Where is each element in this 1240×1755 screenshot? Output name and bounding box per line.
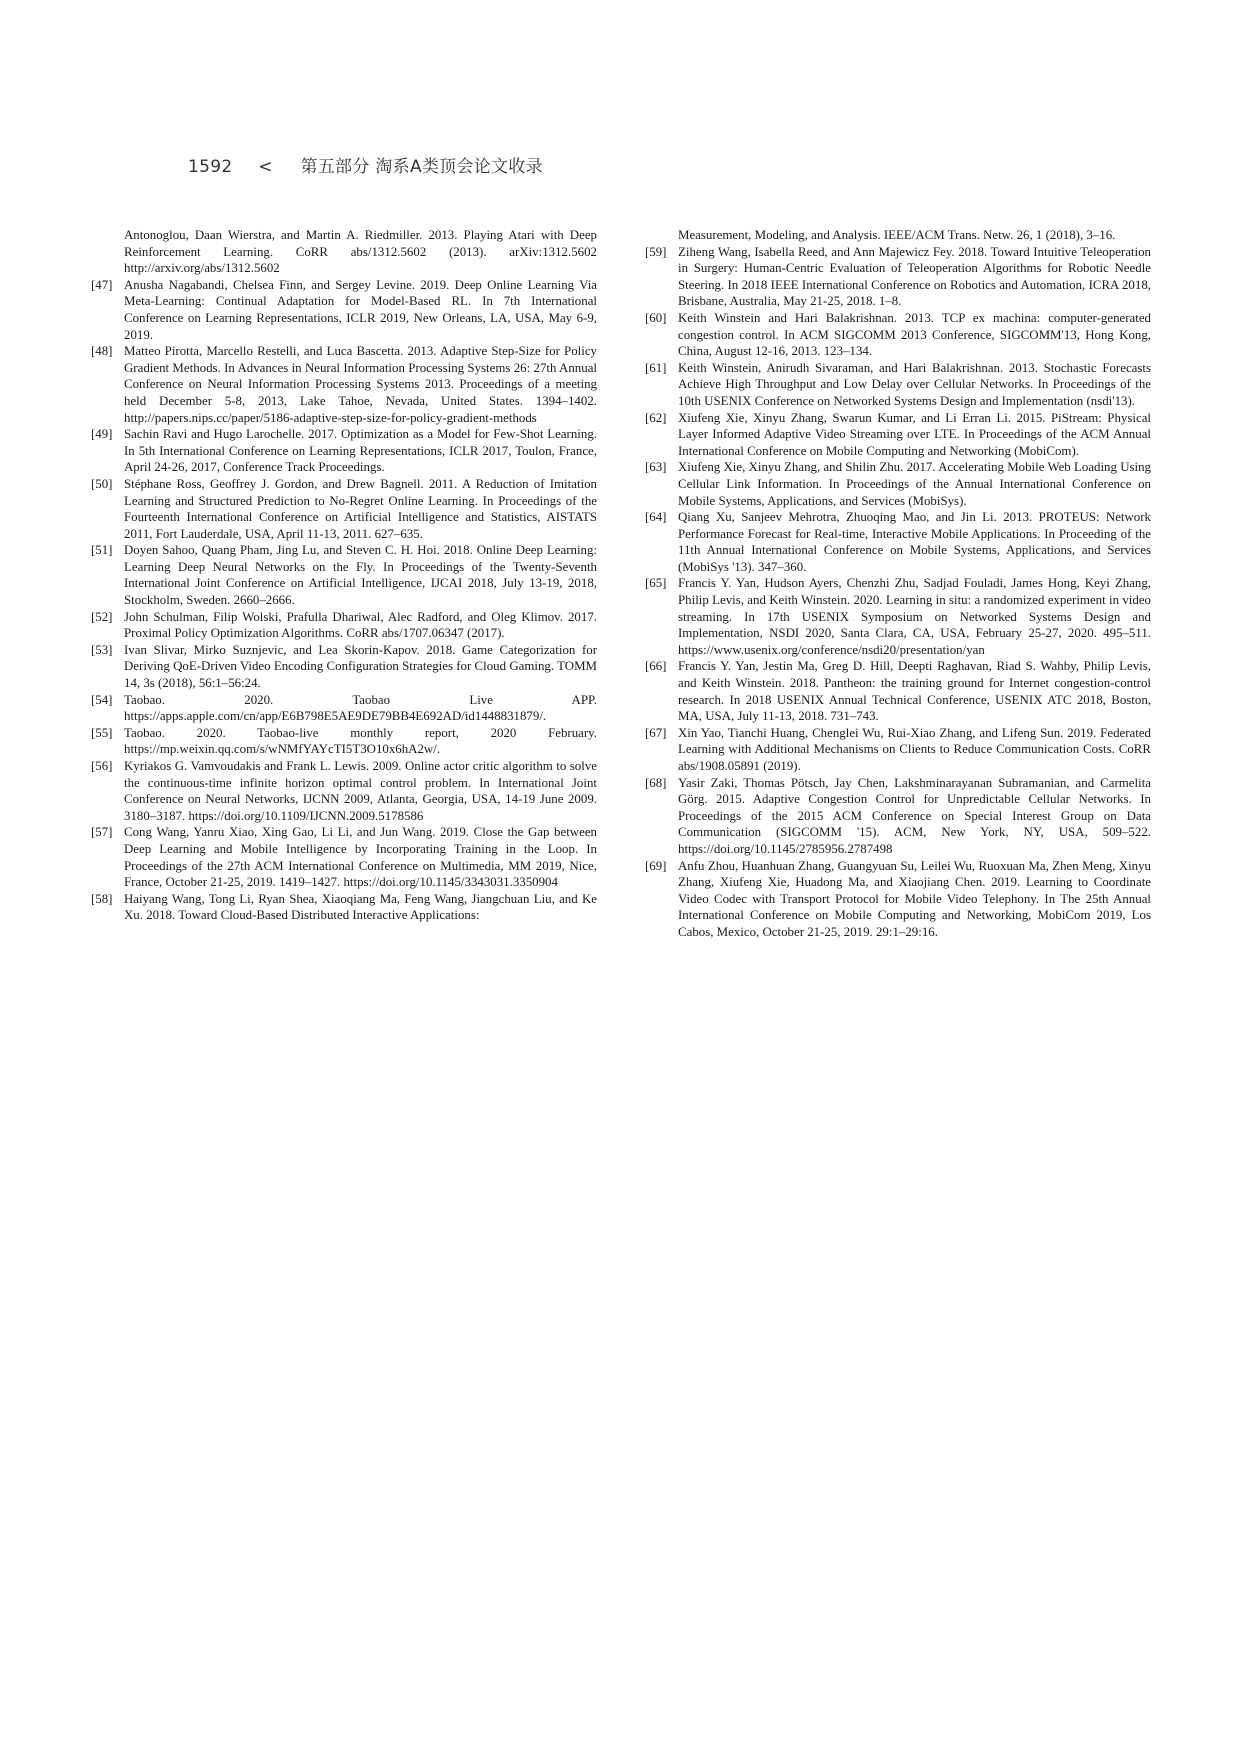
reference-entry (91, 542, 597, 608)
reference-number: [63] (645, 460, 667, 475)
reference-text: Anfu Zhou, Huanhuan Zhang, Guangyuan Su, Leilei Wu, Ruoxuan Ma, Zhen Meng, Xinyu Zhang, Xiufeng Xie, Huadong Ma, and Xiaojiang Chen. 2019. Learning to Coordinate Video Codec with Transport Protocol for Mobile Video Telephony. In The 25th Annual International Conference on Mobile Computing and Networking, MobiCom 2019, Los Cabos, Mexico, October 21-25, 2019. 29:1–29:16. (678, 858, 1151, 939)
reference-number: [50] (91, 476, 113, 491)
reference-text: Ziheng Wang, Isabella Reed, and Ann Majewicz Fey. 2018. Toward Intuitive Teleoperation in Surgery: Human-Centric Evaluation of Teleoperation Algorithms for Robotic Needle Steering. In 2018 IEEE International Conference on Robotics and Automation, ICRA 2018, Brisbane, Australia, May 21-25, 2018. 1–8. (678, 244, 1151, 309)
reference-text: Cong Wang, Yanru Xiao, Xing Gao, Li Li, and Jun Wang. 2019. Close the Gap between Deep Learning and Mobile Intelligence by Incorporating Training in the Loop. In Proceedings of the 27th ACM International Conference on Multimedia, MM 2019, Nice, France, October 21-25, 2019. 1419–1427. https://doi.org/10.1145/3343031.3350904 (124, 825, 597, 890)
reference-entry (645, 509, 1151, 575)
reference-text: Doyen Sahoo, Quang Pham, Jing Lu, and Steven C. H. Hoi. 2018. Online Deep Learning: Learning Deep Neural Networks on the Fly. In Proceedings of the Twenty-Seventh International Joint Conference on Artificial Intelligence, IJCAI 2018, July 13-19, 2018, Stockholm, Sweden. 2660–2666. (124, 543, 597, 608)
reference-entry (91, 758, 597, 824)
reference-number: [49] (91, 427, 113, 442)
reference-entry (91, 227, 597, 277)
reference-entry (645, 410, 1151, 460)
reference-number: [68] (645, 775, 667, 790)
reference-number: [58] (91, 891, 113, 906)
running-title: 第五部分 淘系A类顶会论文收录 (300, 157, 543, 177)
page-number: 1592 (188, 157, 233, 177)
reference-text: Ivan Slivar, Mirko Suznjevic, and Lea Skorin-Kapov. 2018. Game Categorization for Deriving QoE-Driven Video Encoding Configuration Strategies for Cloud Gaming. TOMM 14, 3s (2018), 56:1–56:24. (124, 642, 597, 691)
reference-number: [51] (91, 543, 113, 558)
reference-text: Keith Winstein and Hari Balakrishnan. 2013. TCP ex machina: computer-generated congestion control. In ACM SIGCOMM 2013 Conference, SIGCOMM'13, Hong Kong, China, August 12-16, 2013. 123–134. (678, 310, 1151, 359)
reference-text: Measurement, Modeling, and Analysis. IEEE/ACM Trans. Netw. 26, 1 (2018), 3–16. (678, 228, 1116, 242)
reference-entry (645, 360, 1151, 410)
reference-text: Anusha Nagabandi, Chelsea Finn, and Sergey Levine. 2019. Deep Online Learning Via Meta-Learning: Continual Adaptation for Model-Based RL. In 7th International Conference on Learning Representations, ICLR 2019, New Orleans, LA, USA, May 6-9, 2019. (124, 277, 597, 342)
reference-entry (91, 824, 597, 890)
reference-text: Antonoglou, Daan Wierstra, and Martin A. Riedmiller. 2013. Playing Atari with Deep Reinforcement Learning. CoRR abs/1312.5602 (2013). arXiv:1312.5602 http://arxiv.org/abs/1312.5602 (124, 228, 597, 276)
reference-number: [60] (645, 310, 667, 325)
header-separator: < (258, 157, 273, 177)
reference-text: Keith Winstein, Anirudh Sivaraman, and Hari Balakrishnan. 2013. Stochastic Forecasts Achieve High Throughput and Low Delay over Cellular Networks. In Proceedings of the 10th USENIX Conference on Networked Systems Design and Implementation (nsdi'13). (678, 360, 1151, 408)
reference-number: [47] (91, 277, 113, 292)
reference-entry (645, 244, 1151, 310)
reference-number: [62] (645, 410, 667, 425)
reference-text: Xiufeng Xie, Xinyu Zhang, Swarun Kumar, and Li Erran Li. 2015. PiStream: Physical Layer Informed Adaptive Video Streaming over LTE. In Proceedings of the ACM Annual International Conference on Mobile Computing and Networking (MobiCom). (678, 410, 1151, 458)
reference-text: Taobao. 2020. Taobao Live APP. https://apps.apple.com/cn/app/E6B798E5AE9DE79BB4E692AD/id1448831879/. (124, 692, 597, 724)
reference-text: Qiang Xu, Sanjeev Mehrotra, Zhuoqing Mao, and Jin Li. 2013. PROTEUS: Network Performance Forecast for Real-time, Interactive Mobile Applications. In Proceeding of the 11th Annual International Conference on Mobile Systems, Applications, and Services (MobiSys '13). 347–360. (678, 510, 1151, 574)
reference-text: Stéphane Ross, Geoffrey J. Gordon, and Drew Bagnell. 2011. A Reduction of Imitation Learning and Structured Prediction to No-Regret Online Learning. In Proceedings of the Fourteenth International Conference on Artificial Intelligence and Statistics, AISTATS 2011, Fort Lauderdale, USA, April 11-13, 2011. 627–635. (124, 476, 597, 541)
reference-text: Xin Yao, Tianchi Huang, Chenglei Wu, Rui-Xiao Zhang, and Lifeng Sun. 2019. Federated Learning with Additional Mechanisms on Clients to Reduce Communication Costs. CoRR abs/1908.05891 (2019). (678, 725, 1151, 773)
reference-entry (645, 575, 1151, 658)
reference-entry (645, 459, 1151, 509)
reference-entry (91, 277, 597, 343)
reference-entry (91, 692, 597, 725)
reference-text: John Schulman, Filip Wolski, Prafulla Dhariwal, Alec Radford, and Oleg Klimov. 2017. Proximal Policy Optimization Algorithms. CoRR abs/1707.06347 (2017). (124, 609, 597, 641)
reference-entry (645, 775, 1151, 858)
reference-number: [53] (91, 642, 113, 657)
reference-text: Haiyang Wang, Tong Li, Ryan Shea, Xiaoqiang Ma, Feng Wang, Jiangchuan Liu, and Ke Xu. 2018. Toward Cloud-Based Distributed Interactive Applications: (124, 891, 597, 923)
reference-entry (91, 891, 597, 924)
reference-text: Francis Y. Yan, Hudson Ayers, Chenzhi Zhu, Sadjad Fouladi, James Hong, Keyi Zhang, Philip Levis, and Keith Winstein. 2020. Learning in situ: a randomized experiment in video streaming. In 17th USENIX Symposium on Networked Systems Design and Implementation, NSDI 2020, Santa Clara, CA, USA, February 25-27, 2020. 495–511. https://www.usenix.org/conference/nsdi20/presentation/yan (678, 576, 1151, 657)
reference-entry (645, 858, 1151, 941)
page-header (188, 152, 543, 177)
reference-entry (91, 476, 597, 542)
reference-entry (645, 227, 1151, 244)
reference-text: Francis Y. Yan, Jestin Ma, Greg D. Hill, Deepti Raghavan, Riad S. Wahby, Philip Levis, and Keith Winstein. 2018. Pantheon: the training ground for Internet congestion-control research. In 2018 USENIX Annual Technical Conference, USENIX ATC 2018, Boston, MA, USA, July 11-13, 2018. 731–743. (678, 659, 1151, 724)
reference-number: [48] (91, 344, 113, 359)
reference-entry (91, 609, 597, 642)
references-left-column (91, 227, 597, 924)
reference-number: [64] (645, 510, 667, 525)
reference-text: Matteo Pirotta, Marcello Restelli, and Luca Bascetta. 2013. Adaptive Step-Size for Policy Gradient Methods. In Advances in Neural Information Processing Systems 26: 27th Annual Conference on Neural Information Processing Systems 2013. Proceedings of a meeting held December 5-8, 2013, Lake Tahoe, Nevada, United States. 1394–1402. http://papers.nips.cc/paper/5186-adaptive-step-size-for-policy-gradient-methods (124, 344, 597, 425)
reference-entry (91, 343, 597, 426)
reference-number: [52] (91, 609, 113, 624)
reference-text: Sachin Ravi and Hugo Larochelle. 2017. Optimization as a Model for Few-Shot Learning. In 5th International Conference on Learning Representations, ICLR 2017, Toulon, France, April 24-26, 2017, Conference Track Proceedings. (124, 427, 597, 475)
reference-text: Taobao. 2020. Taobao-live monthly report, 2020 February. https://mp.weixin.qq.com/s/wNMfYAYcTI5T3O10x6hA2w/. (124, 725, 597, 757)
reference-number: [59] (645, 244, 667, 259)
reference-text: Kyriakos G. Vamvoudakis and Frank L. Lewis. 2009. Online actor critic algorithm to solve the continuous-time infinite horizon optimal control problem. In International Joint Conference on Neural Networks, IJCNN 2009, Atlanta, Georgia, USA, 14-19 June 2009. 3180–3187. https://doi.org/10.1109/IJCNN.2009.5178586 (124, 759, 597, 823)
reference-number: [56] (91, 759, 113, 773)
reference-text: Yasir Zaki, Thomas Pötsch, Jay Chen, Lakshminarayanan Subramanian, and Carmelita Görg. 2015. Adaptive Congestion Control for Unpredictable Cellular Networks. In Proceedings of the 2015 ACM Conference on Special Interest Group on Data Communication (SIGCOMM '15). ACM, New York, NY, USA, 509–522. https://doi.org/10.1145/2785956.2787498 (678, 775, 1151, 856)
reference-number: [55] (91, 725, 113, 740)
references-right-column (645, 227, 1151, 941)
reference-number: [67] (645, 725, 667, 740)
reference-number: [66] (645, 659, 667, 674)
reference-entry (91, 725, 597, 758)
reference-number: [69] (645, 858, 667, 873)
reference-number: [57] (91, 825, 113, 840)
reference-entry (91, 642, 597, 692)
reference-entry (645, 310, 1151, 360)
reference-entry (91, 426, 597, 476)
reference-number: [54] (91, 692, 113, 707)
reference-number: [61] (645, 360, 667, 375)
reference-text: Xiufeng Xie, Xinyu Zhang, and Shilin Zhu. 2017. Accelerating Mobile Web Loading Using Cellular Link Information. In Proceedings of the Annual International Conference on Mobile Systems, Applications, and Services (MobiSys). (678, 460, 1151, 508)
reference-entry (645, 725, 1151, 775)
reference-number: [65] (645, 576, 667, 591)
reference-entry (645, 658, 1151, 724)
